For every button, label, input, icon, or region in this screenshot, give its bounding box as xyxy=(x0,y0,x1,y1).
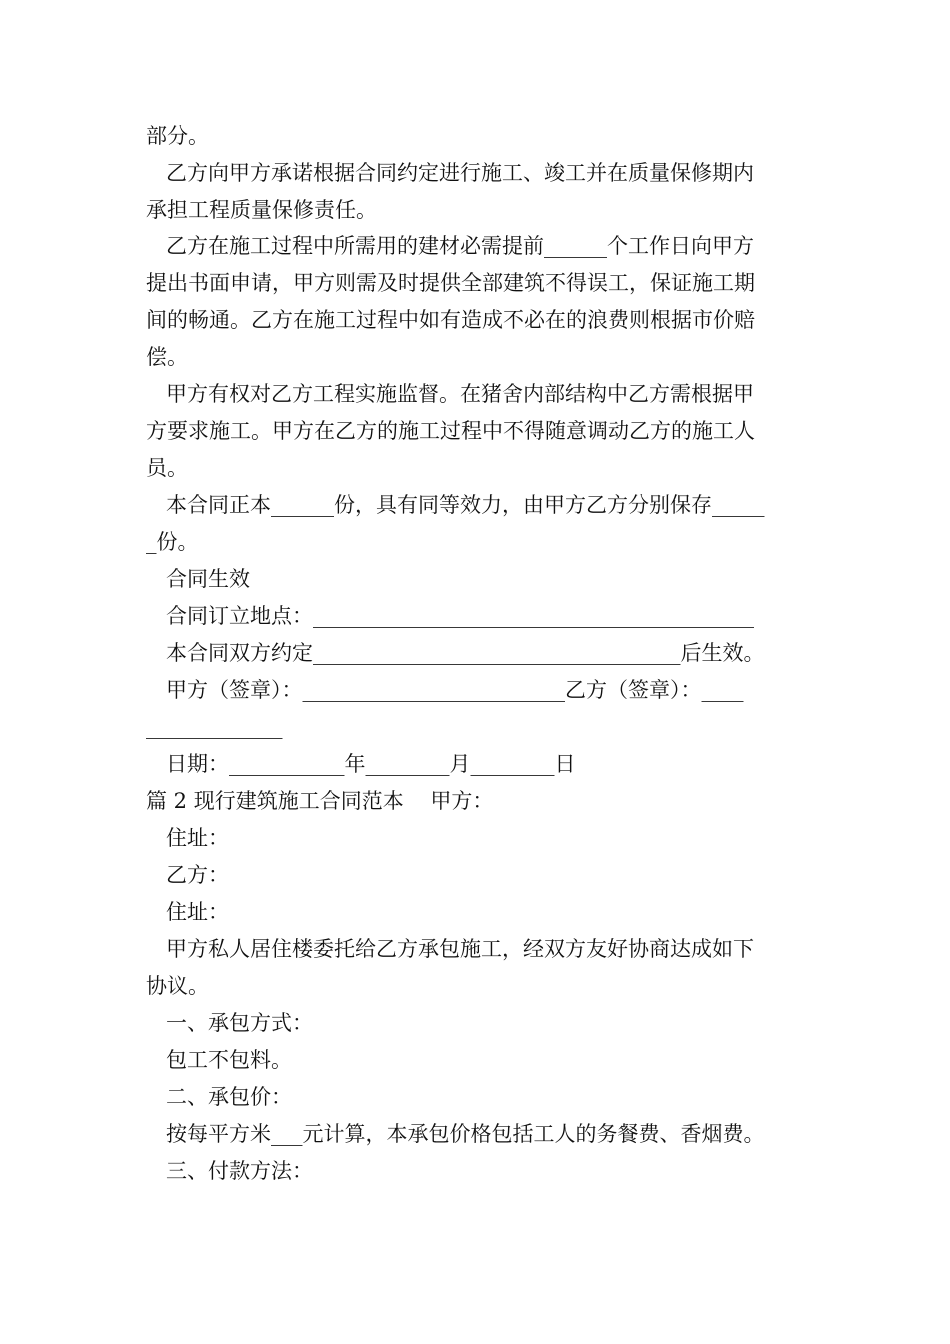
text-line: 方要求施工。甲方在乙方的施工过程中不得随意调动乙方的施工人 xyxy=(146,419,755,443)
text-line: 偿。 xyxy=(146,345,188,369)
text-line: 本合同双方约定___________________________________后生效。 xyxy=(166,641,765,665)
text-line: 甲方有权对乙方工程实施监督。在猪舍内部结构中乙方需根据甲 xyxy=(166,382,754,406)
text-line: 乙方： xyxy=(166,863,229,887)
text-line: 本合同正本______份，具有同等效力，由甲方乙方分别保存_____ xyxy=(166,493,765,517)
text-line: 包工不包料。 xyxy=(166,1048,292,1072)
text-line: 二、承包价： xyxy=(166,1085,292,1109)
text-line: 乙方向甲方承诺根据合同约定进行施工、竣工并在质量保修期内 xyxy=(166,161,754,185)
text-line: 承担工程质量保修责任。 xyxy=(146,198,377,222)
text-line: 提出书面申请，甲方则需及时提供全部建筑不得误工，保证施工期 xyxy=(146,271,755,295)
text-line: _____________ xyxy=(146,715,283,739)
text-line: 日期：___________年________月________日 xyxy=(166,752,576,776)
text-line: 按每平方米___元计算，本承包价格包括工人的务餐费、香烟费。 xyxy=(166,1122,765,1146)
text-line: 三、付款方法： xyxy=(166,1159,313,1183)
text-line: 部分。 xyxy=(146,124,209,148)
text-line: 一、承包方式： xyxy=(166,1011,313,1035)
section-heading: 篇 2 现行建筑施工合同范本 甲方： xyxy=(146,789,494,813)
text-line: 协议。 xyxy=(146,974,209,998)
text-line: 合同订立地点：__________________________________________ xyxy=(166,604,754,628)
text-line: _份。 xyxy=(146,530,199,554)
text-line: 甲方私人居住楼委托给乙方承包施工，经双方友好协商达成如下 xyxy=(166,937,754,961)
text-line: 员。 xyxy=(146,456,188,480)
text-line: 住址： xyxy=(166,900,229,924)
text-line: 乙方在施工过程中所需用的建材必需提前______个工作日向甲方 xyxy=(166,234,754,258)
text-line: 间的畅通。乙方在施工过程中如有造成不必在的浪费则根据市价赔 xyxy=(146,308,755,332)
text-line: 住址： xyxy=(166,826,229,850)
text-line: 合同生效 xyxy=(166,567,250,591)
text-line: 甲方（签章）：_________________________乙方（签章）：____ xyxy=(166,678,744,702)
